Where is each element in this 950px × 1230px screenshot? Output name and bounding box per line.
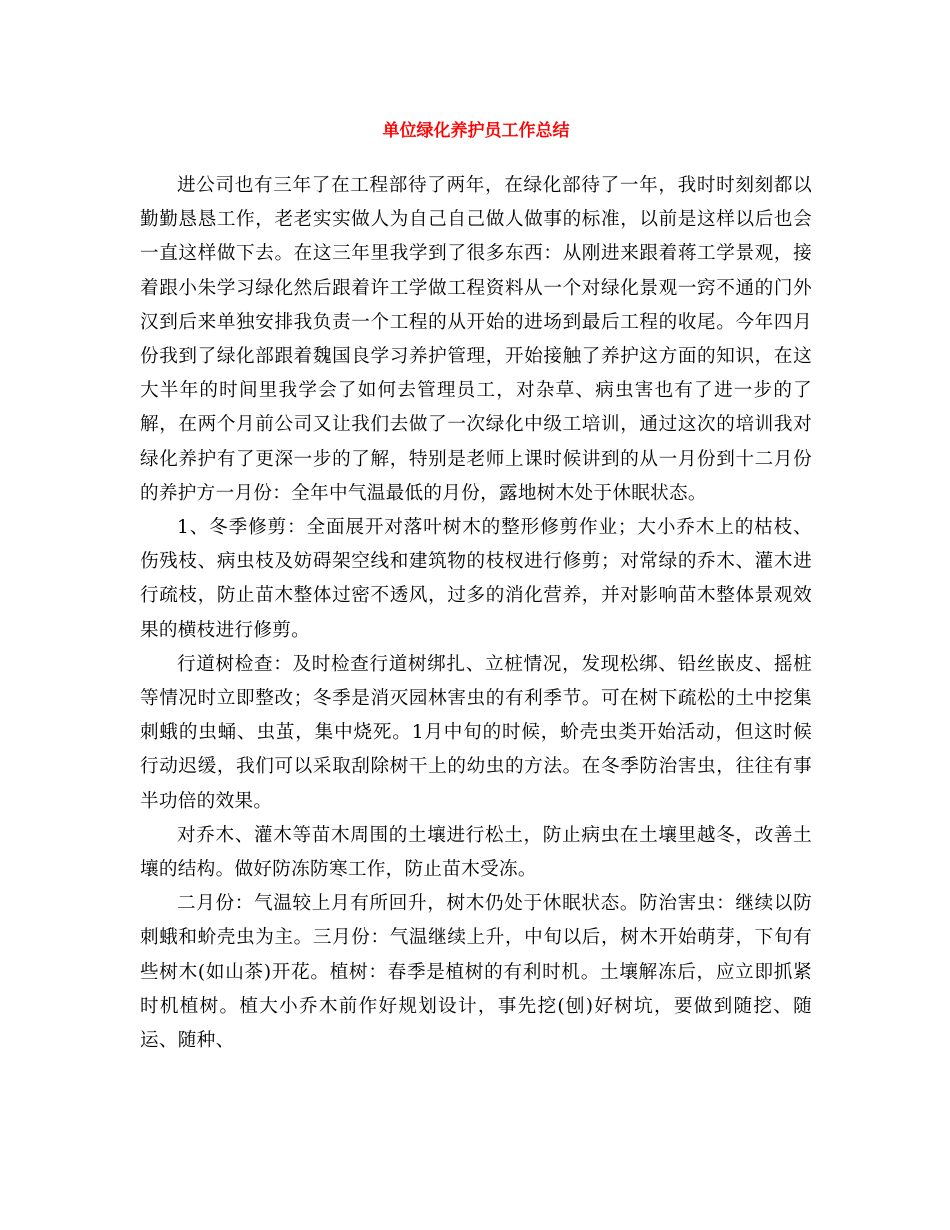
paragraph-winter-pruning: 1、冬季修剪：全面展开对落叶树木的整形修剪作业；大小乔木上的枯枝、伤残枝、病虫枝及妨碍架空线和建筑物的枝杈进行修剪；对常绿的乔木、灌木进行疏枝，防止苗木整体过密不透风，过多的消化营养，并对影响苗木整体景观效果的横枝进行修剪。 xyxy=(140,517,812,641)
document-title: 单位绿化养护员工作总结 xyxy=(382,121,570,141)
document-page xyxy=(140,118,812,1058)
paragraph-street-tree-check: 行道树检查：及时检查行道树绑扎、立桩情况，发现松绑、铅丝嵌皮、摇桩等情况时立即整改；冬季是消灭园林害虫的有利季节。可在树下疏松的土中挖集刺蛾的虫蛹、虫茧，集中烧死。1月中旬的时候，蚧壳虫类开始活动，但这时候行动迟缓，我们可以采取刮除树干上的幼虫的方法。在冬季防治害虫，往往有事半功倍的效果。 xyxy=(140,653,812,812)
paragraph-soil-loosening: 对乔木、灌木等苗木周围的土壤进行松土，防止病虫在土壤里越冬，改善土壤的结构。做好防冻防寒工作，防止苗木受冻。 xyxy=(140,824,812,881)
paragraph-february-march: 二月份：气温较上月有所回升，树木仍处于休眠状态。防治害虫：继续以防刺蛾和蚧壳虫为主。三月份：气温继续上升，中旬以后，树木开始萌芽，下旬有些树木(如山茶)开花。植树：春季是植树的有利时机。土壤解冻后，应立即抓紧时机植树。植大小乔木前作好规划设计，事先挖(刨)好树坑，要做到随挖、随运、随种、 xyxy=(140,893,812,1052)
paragraph-intro: 进公司也有三年了在工程部待了两年，在绿化部待了一年，我时时刻刻都以勤勤恳恳工作，老老实实做人为自己自己做人做事的标准，以前是这样以后也会一直这样做下去。在这三年里我学到了很多东西：从刚进来跟着蒋工学景观，接着跟小朱学习绿化然后跟着许工学做工程资料从一个对绿化景观一窍不通的门外汉到后来单独安排我负责一个工程的从开始的进场到最后工程的收尾。今年四月份我到了绿化部跟着魏国良学习养护管理，开始接触了养护这方面的知识，在这大半年的时间里我学会了如何去管理员工，对杂草、病虫害也有了进一步的了解，在两个月前公司又让我们去做了一次绿化中级工培训，通过这次的培训我对绿化养护有了更深一步的了解，特别是老师上课时候讲到的从一月份到十二月份的养护方一月份：全年中气温最低的月份，露地树木处于休眠状态。 xyxy=(140,175,812,504)
